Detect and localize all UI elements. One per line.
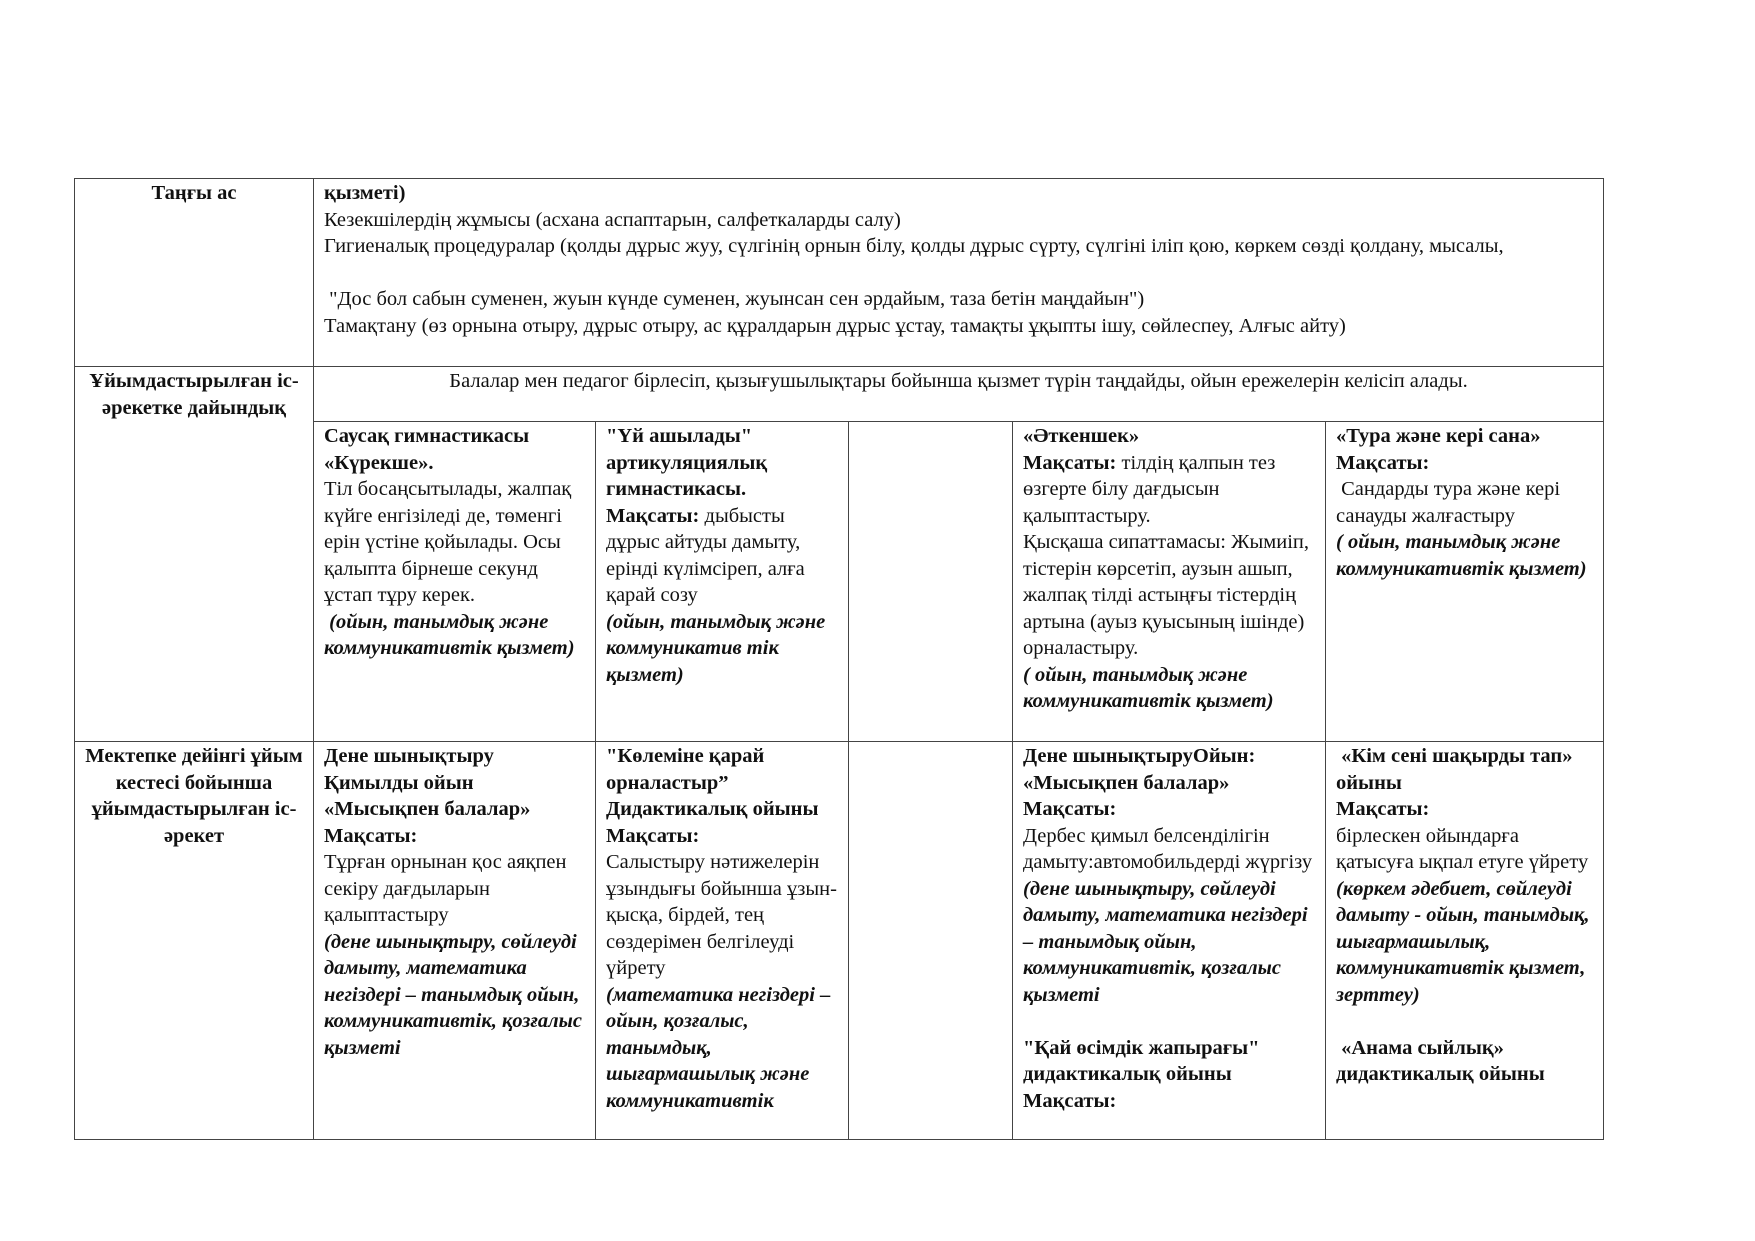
preparation-summary-row bbox=[75, 367, 1604, 422]
prep-cell-1 bbox=[314, 422, 596, 742]
goal-text: Салыстыру нәтижелерін ұзындығы бойынша ұзын-қысқа, бірдей, тең сөздерімен белгілеуді үйрету bbox=[606, 851, 837, 979]
goal-label: Мақсаты: bbox=[324, 824, 418, 847]
activity-body: Тіл босаңсытылады, жалпақ күйге енгізіледі де, төменгі ерін үстіне қойылады. Осы қалыпта бірнеше секунд ұстап тұру керек. bbox=[324, 478, 577, 606]
organized-cell-4 bbox=[1013, 742, 1326, 1140]
goal-text: дыбысты дұрыс айтуды дамыту, ерінді күлімсіреп, алға қарай созу bbox=[606, 504, 810, 606]
goal-label: Мақсаты: bbox=[606, 824, 700, 847]
activity-title-2: «Анама сыйлық» дидактикалық ойыны bbox=[1336, 1036, 1545, 1085]
daily-plan-table bbox=[74, 178, 1604, 1140]
organized-cell-1 bbox=[314, 742, 596, 1140]
activity-subtitle: Дидактикалық ойыны bbox=[606, 798, 819, 820]
goal-text: Дербес қимыл белсенділігін дамыту:автомобильдерді жүргізу bbox=[1023, 824, 1313, 873]
preparation-row-header: Ұйымдастырылған іс-әрекетке дайындық bbox=[75, 367, 314, 742]
activity-title: Саусақ гимнастикасы «Күрекше». bbox=[324, 425, 535, 474]
goal-text: Сандарды тура және кері санауды жалғастыру bbox=[1336, 478, 1566, 527]
activity-title: Дене шынықтыруОйын: «Мысықпен балалар» bbox=[1023, 745, 1261, 794]
goal-text: бірлескен ойындарға қатысуға ықпал етуге үйрету bbox=[1336, 824, 1589, 873]
activity-note: (дене шынықтыру, сөйлеуді дамыту, математика негіздері – танымдық ойын, коммуникативтік, қозғалыс қызметі bbox=[1023, 877, 1313, 1006]
goal-label: Мақсаты: bbox=[1336, 451, 1430, 474]
goal-text: Тұрған орнынан қос аяқпен секіру дағдыларын қалыптастыру bbox=[324, 851, 572, 926]
prep-cell-4 bbox=[1013, 422, 1326, 742]
breakfast-row-content bbox=[314, 179, 1604, 367]
activity-note: (математика негіздері – ойын, қозғалыс, танымдық, шығармашылық және коммуникативтік bbox=[606, 983, 836, 1112]
paragraph-gap bbox=[324, 260, 1593, 287]
activity-note: (ойын, танымдық және коммуникативтік қызмет) bbox=[324, 610, 575, 659]
goal-label: Мақсаты: bbox=[1023, 798, 1117, 820]
activity-body: Қысқаша сипаттамасы: Жымиіп, тістерін көрсетіп, аузын ашып, жалпақ тілді астыңғы тістердің артына (ауыз қуысының ішінде) орналастыру. bbox=[1023, 531, 1315, 659]
organized-cell-5 bbox=[1326, 742, 1604, 1140]
prep-cell-3-empty bbox=[849, 422, 1013, 742]
organized-row-header: Мектепке дейінгі ұйым кестесі бойынша ұйымдастырылған іс-әрекет bbox=[75, 742, 314, 1140]
activity-note: (ойын, танымдық және коммуникатив тік қызмет) bbox=[606, 610, 831, 686]
paragraph-gap bbox=[1336, 1008, 1593, 1035]
organized-cell-2 bbox=[596, 742, 849, 1140]
activity-goal bbox=[1023, 450, 1315, 530]
goal-label-2: Мақсаты: bbox=[1023, 1089, 1117, 1112]
breakfast-line-4: "Дос бол сабын суменен, жуын күнде суменен, жуынсан сен әрдайым, таза бетін маңдайын") bbox=[324, 288, 1145, 310]
goal-label: Мақсаты: bbox=[1023, 451, 1117, 474]
activity-title: «Тура және кері сана» bbox=[1336, 425, 1541, 447]
activity-title: «Кім сені шақырды тап» ойыны bbox=[1336, 745, 1588, 794]
activity-title: «Әткеншек» bbox=[1023, 425, 1140, 447]
breakfast-row bbox=[75, 179, 1604, 367]
prep-cell-5 bbox=[1326, 422, 1604, 742]
activity-subtitle: Қимылды ойын «Мысықпен балалар» bbox=[324, 771, 531, 820]
breakfast-line-1: қызметі) bbox=[324, 182, 406, 204]
breakfast-line-2: Кезекшілердің жұмысы (асхана аспаптарын, салфеткаларды салу) bbox=[324, 208, 901, 231]
preparation-summary: Балалар мен педагог бірлесіп, қызығушылықтары бойынша қызмет түрін таңдайды, ойын ережелерін келісіп алады. bbox=[314, 367, 1604, 422]
organized-activities-row bbox=[75, 742, 1604, 1140]
activity-title: "Үй ашылады" артикуляциялық гимнастикасы. bbox=[606, 425, 773, 500]
breakfast-line-3: Гигиеналық процедуралар (қолды дұрыс жуу, сүлгінің орнын білу, қолды дұрыс сүрту, сүлгіні іліп қою, көркем сөзді қолдану, мысалы, bbox=[324, 235, 1504, 257]
breakfast-line-5: Тамақтану (өз орнына отыру, дұрыс отыру, ас құралдарын дұрыс ұстау, тамақты ұқыпты ішу, сөйлеспеу, Алғыс айту) bbox=[324, 314, 1346, 337]
activity-note: ( ойын, танымдық және коммуникативтік қызмет) bbox=[1336, 531, 1587, 580]
activity-goal bbox=[606, 503, 838, 609]
activity-title: "Көлеміне қарай орналастыр” bbox=[606, 745, 770, 794]
breakfast-row-header: Таңғы ас bbox=[75, 179, 314, 367]
organized-cell-3-empty bbox=[849, 742, 1013, 1140]
goal-label: Мақсаты: bbox=[606, 504, 700, 527]
activity-title-2: "Қай өсімдік жапырағы" дидактикалық ойыны bbox=[1023, 1036, 1265, 1085]
activity-note: ( ойын, танымдық және коммуникативтік қызмет) bbox=[1023, 663, 1274, 712]
paragraph-gap bbox=[1023, 1008, 1315, 1035]
goal-label: Мақсаты: bbox=[1336, 798, 1430, 820]
activity-note: (дене шынықтыру, сөйлеуді дамыту, математика негіздері – танымдық ойын, коммуникативтік, қозғалыс қызметі bbox=[324, 930, 588, 1059]
prep-cell-2 bbox=[596, 422, 849, 742]
activity-note: (көркем әдебиет, сөйлеуді дамыту - ойын, танымдық, шығармашылық, коммуникативтік қызмет, зерттеу) bbox=[1336, 877, 1595, 1006]
activity-title: Дене шынықтыру bbox=[324, 745, 494, 767]
goal-text: тілдің қалпын тез өзгерте білу дағдысын қалыптастыру. bbox=[1023, 451, 1281, 527]
